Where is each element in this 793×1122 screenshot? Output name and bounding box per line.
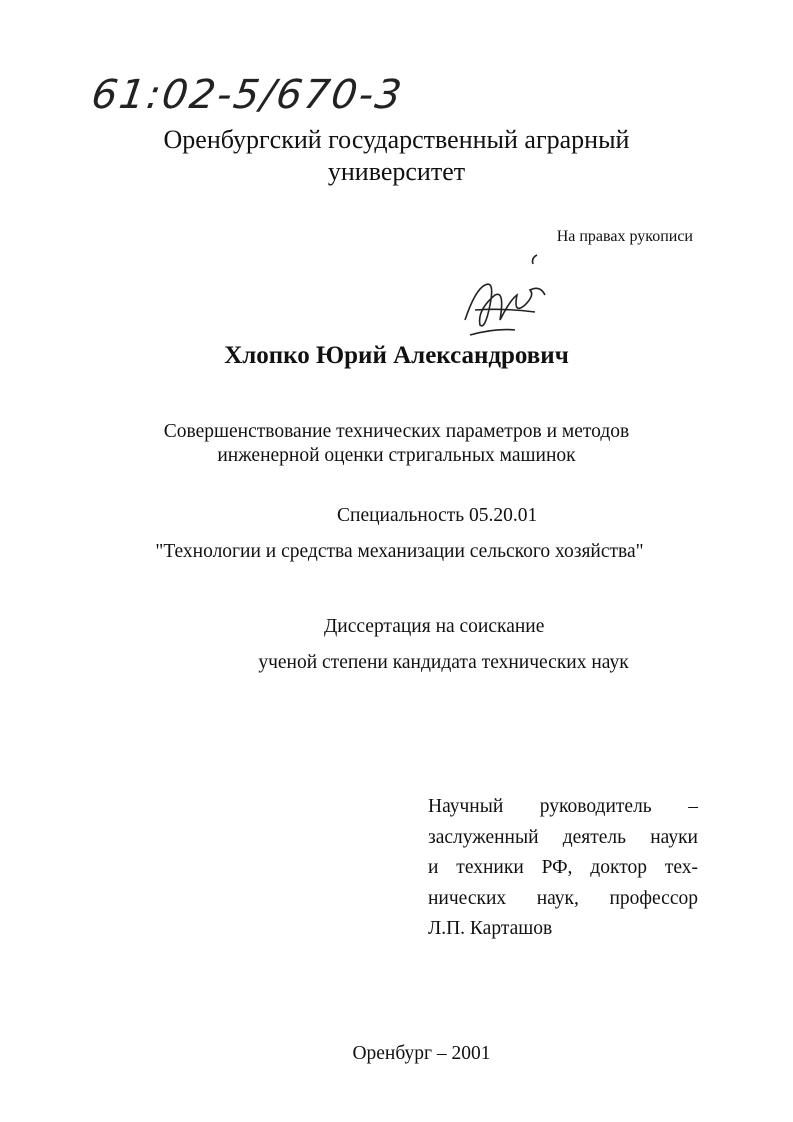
university-name-line2: университет [327, 157, 466, 186]
supervisor-block [428, 792, 698, 945]
supervisor-line: и техники РФ, доктор тех- [428, 857, 698, 878]
university-name-line1: Оренбургский государственный аграрный [163, 125, 630, 154]
specialty-name: "Технологии и средства механизации сельского хозяйства" [155, 541, 644, 562]
degree-line2: ученой степени кандидата технических наук [258, 652, 629, 673]
author-name: Хлопко Юрий Александрович [224, 342, 569, 369]
supervisor-name: Л.П. Карташов [428, 918, 553, 939]
supervisor-line: нических наук, профессор [428, 887, 698, 909]
specialty-code: Специальность 05.20.01 [337, 505, 538, 526]
handwritten-archive-number: 61:02-5/670-3 [88, 72, 407, 118]
signature [455, 250, 555, 340]
dissertation-title-line1: Совершенствование технических параметров и методов [163, 421, 630, 442]
supervisor-line: заслуженный деятель науки [428, 826, 698, 848]
degree-line1: Диссертация на соискание [324, 616, 545, 637]
manuscript-note: На правах рукописи [556, 228, 693, 245]
supervisor-line: Научный руководитель – [428, 796, 698, 817]
dissertation-title-line2: инженерной оценки стригальных машинок [217, 445, 576, 466]
city-year: Оренбург – 2001 [352, 1043, 491, 1064]
